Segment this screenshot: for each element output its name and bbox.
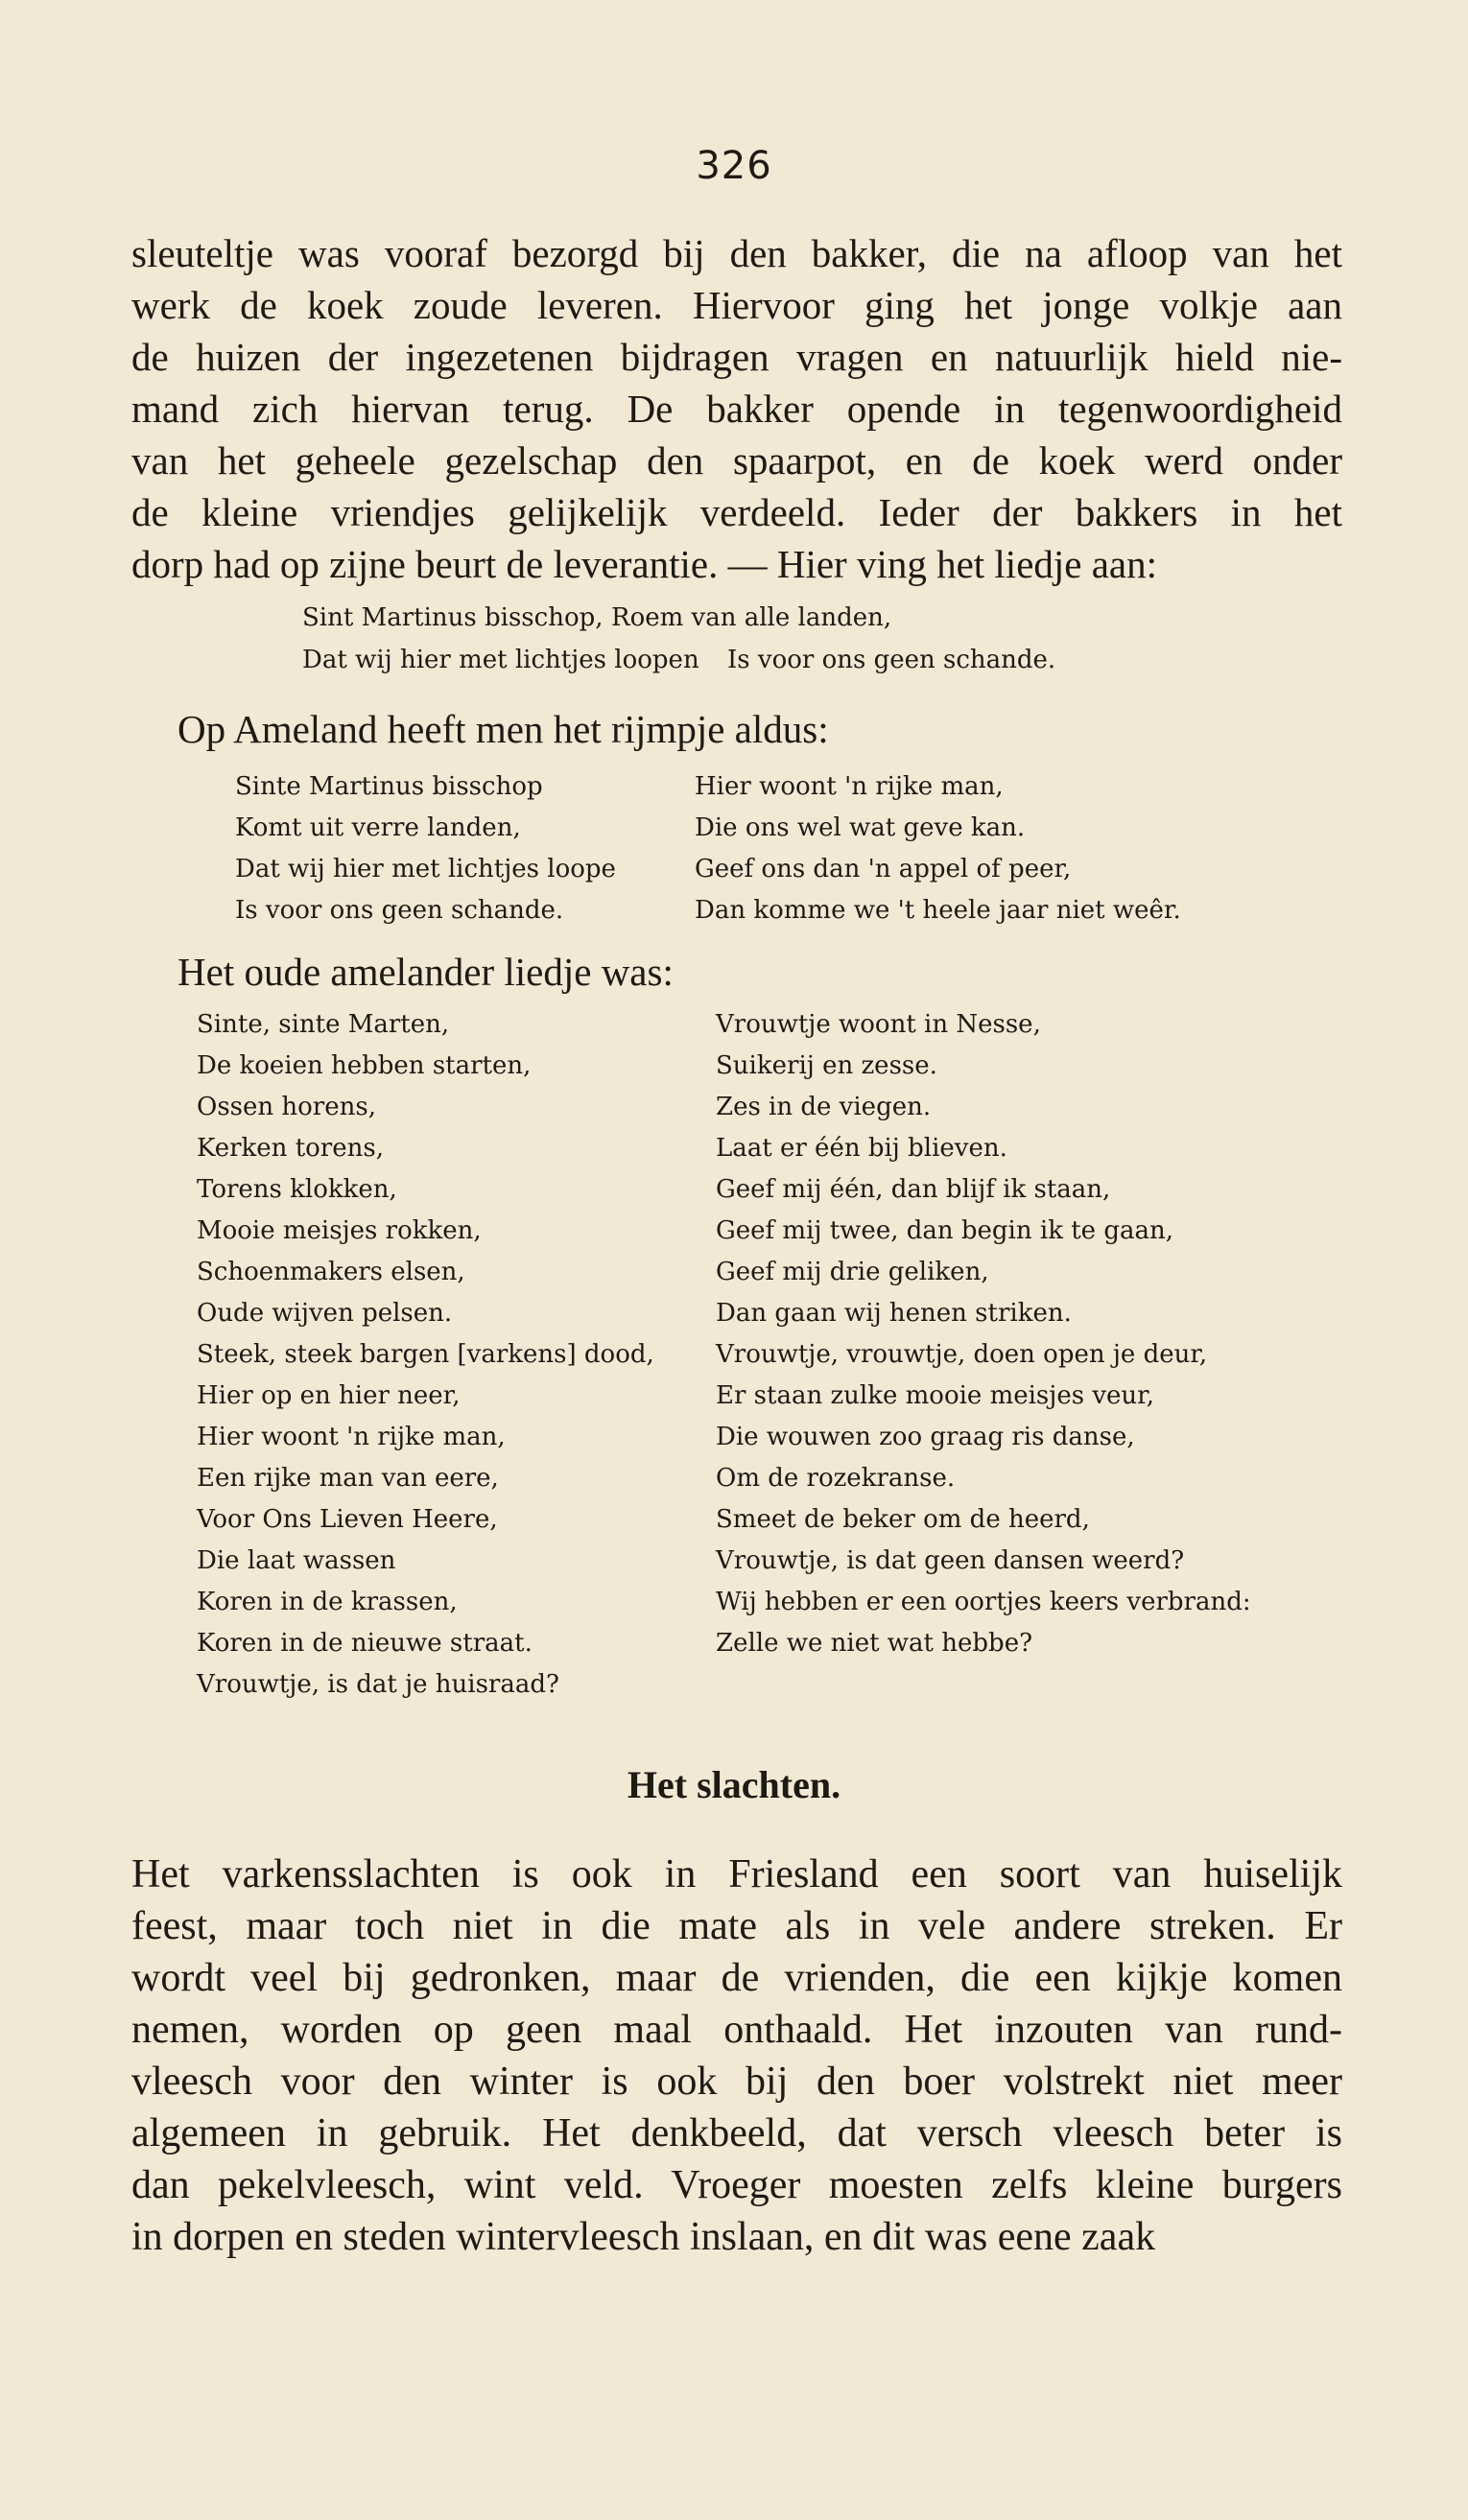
- text-line: mand zich hiervan terug. De bakker opende in tegenwoordigheid: [131, 387, 1342, 431]
- verse-line: Ossen horens,: [197, 1093, 376, 1121]
- text-line: wordt veel bij gedronken, maar de vrienden, die een kijkje komen: [131, 1956, 1342, 2000]
- verse-line: Dan gaan wij henen striken.: [716, 1299, 1072, 1328]
- verse-line: Sinte, sinte Marten,: [197, 1010, 450, 1039]
- verse-line: Dan komme we 't heele jaar niet weêr.: [695, 896, 1181, 925]
- verse-line: Vrouwtje, is dat geen dansen weerd?: [716, 1546, 1185, 1575]
- verse-line: Er staan zulke mooie meisjes veur,: [716, 1381, 1154, 1410]
- verse-line: Kerken torens,: [197, 1134, 384, 1163]
- verse-line: Torens klokken,: [197, 1175, 397, 1204]
- text-line: de huizen der ingezetenen bijdragen vragen en natuurlijk hield nie-: [131, 335, 1342, 379]
- song-amelander-right-column: [716, 1004, 1251, 1664]
- intro-ameland: Op Ameland heeft men het rijmpje aldus:: [178, 707, 829, 751]
- text-line: van het geheele gezelschap den spaarpot, en de koek werd onder: [131, 438, 1342, 483]
- verse-line: Dat wij hier met lichtjes loope: [235, 855, 616, 883]
- verse-line: Geef mij drie geliken,: [716, 1258, 989, 1286]
- section-heading: Het slachten.: [627, 1763, 841, 1806]
- verse-line: Koren in de krassen,: [197, 1588, 458, 1616]
- verse-line: Hier woont 'n rijke man,: [197, 1423, 506, 1451]
- verse-line: Geef mij één, dan blijf ik staan,: [716, 1175, 1111, 1204]
- text-line: Het varkensslachten is ook in Friesland een soort van huiselijk: [131, 1852, 1342, 1896]
- verse-line: Om de rozekranse.: [716, 1464, 956, 1493]
- verse-line: Zelle we niet wat hebbe?: [716, 1629, 1033, 1658]
- verse-line: Zes in de viegen.: [716, 1093, 932, 1121]
- page-number: 326: [696, 144, 772, 188]
- verse-line: Dat wij hier met lichtjes loopen: [302, 646, 699, 674]
- verse-line: Een rijke man van eere,: [197, 1464, 499, 1493]
- text-line: feest, maar toch niet in die mate als in vele andere streken. Er: [131, 1904, 1342, 1948]
- text-line: werk de koek zoude leveren. Hiervoor ging het jonge volkje aan: [131, 283, 1342, 327]
- verse-line: Oude wijven pelsen.: [197, 1299, 453, 1328]
- text-line: de kleine vriendjes gelijkelijk verdeeld. Ieder der bakkers in het: [131, 490, 1342, 534]
- verse-line: Voor Ons Lieven Heere,: [197, 1505, 498, 1534]
- song-ameland-left-column: [235, 766, 616, 931]
- verse-line: Hier woont 'n rijke man,: [695, 772, 1004, 801]
- text-line: dorp had op zijne beurt de leverantie. — Hier ving het liedje aan:: [131, 542, 1158, 586]
- text-line: vleesch voor den winter is ook bij den boer volstrekt niet meer: [131, 2060, 1342, 2104]
- text-line: algemeen in gebruik. Het denkbeeld, dat versch vleesch beter is: [131, 2111, 1342, 2155]
- verse-line: Die laat wassen: [197, 1546, 396, 1575]
- verse-line: Is voor ons geen schande.: [235, 896, 564, 925]
- verse-line: Schoenmakers elsen,: [197, 1258, 465, 1286]
- song-amelander-left-column: [197, 1004, 654, 1706]
- verse-line: Mooie meisjes rokken,: [197, 1216, 482, 1245]
- verse-line: Vrouwtje woont in Nesse,: [716, 1010, 1041, 1039]
- verse-line: Komt uit verre landen,: [235, 813, 521, 842]
- verse-line: Roem van alle landen,: [611, 603, 892, 632]
- verse-line: Vrouwtje, is dat je huisraad?: [197, 1670, 559, 1699]
- verse-line: De koeien hebben starten,: [197, 1051, 532, 1080]
- verse-line: Hier op en hier neer,: [197, 1381, 461, 1410]
- paragraph-2: [131, 1849, 1342, 2263]
- text-line: in dorpen en steden wintervleesch inslaan, en dit was eene zaak: [131, 2215, 1156, 2259]
- verse-line: Geef mij twee, dan begin ik te gaan,: [716, 1216, 1173, 1245]
- verse-line: Wij hebben er een oortjes keers verbrand:: [716, 1588, 1251, 1616]
- verse-line: Sinte Martinus bisschop: [235, 772, 543, 801]
- verse-line: Smeet de beker om de heerd,: [716, 1505, 1090, 1534]
- verse-line: Sint Martinus bisschop,: [302, 603, 604, 632]
- verse-line: Die ons wel wat geve kan.: [695, 813, 1026, 842]
- verse-line: Geef ons dan 'n appel of peer,: [695, 855, 1072, 883]
- verse-line: Vrouwtje, vrouwtje, doen open je deur,: [716, 1340, 1208, 1369]
- verse-line: Is voor ons geen schande.: [727, 646, 1056, 674]
- text-line: dan pekelvleesch, wint veld. Vroeger moesten zelfs kleine burgers: [131, 2163, 1342, 2207]
- text-line: sleuteltje was vooraf bezorgd bij den bakker, die na afloop van het: [131, 231, 1342, 275]
- paragraph-1: [131, 227, 1342, 590]
- song-ameland-right-column: [695, 766, 1181, 931]
- verse-line: Steek, steek bargen [varkens] dood,: [197, 1340, 654, 1369]
- verse-line: Laat er één bij blieven.: [716, 1134, 1007, 1163]
- verse-line: Die wouwen zoo graag ris danse,: [716, 1423, 1135, 1451]
- verse-line: Koren in de nieuwe straat.: [197, 1629, 533, 1658]
- verse-line: Suikerij en zesse.: [716, 1051, 937, 1080]
- intro-amelander-liedje: Het oude amelander liedje was:: [178, 950, 674, 994]
- text-line: nemen, worden op geen maal onthaald. Het inzouten van rund-: [131, 2008, 1342, 2052]
